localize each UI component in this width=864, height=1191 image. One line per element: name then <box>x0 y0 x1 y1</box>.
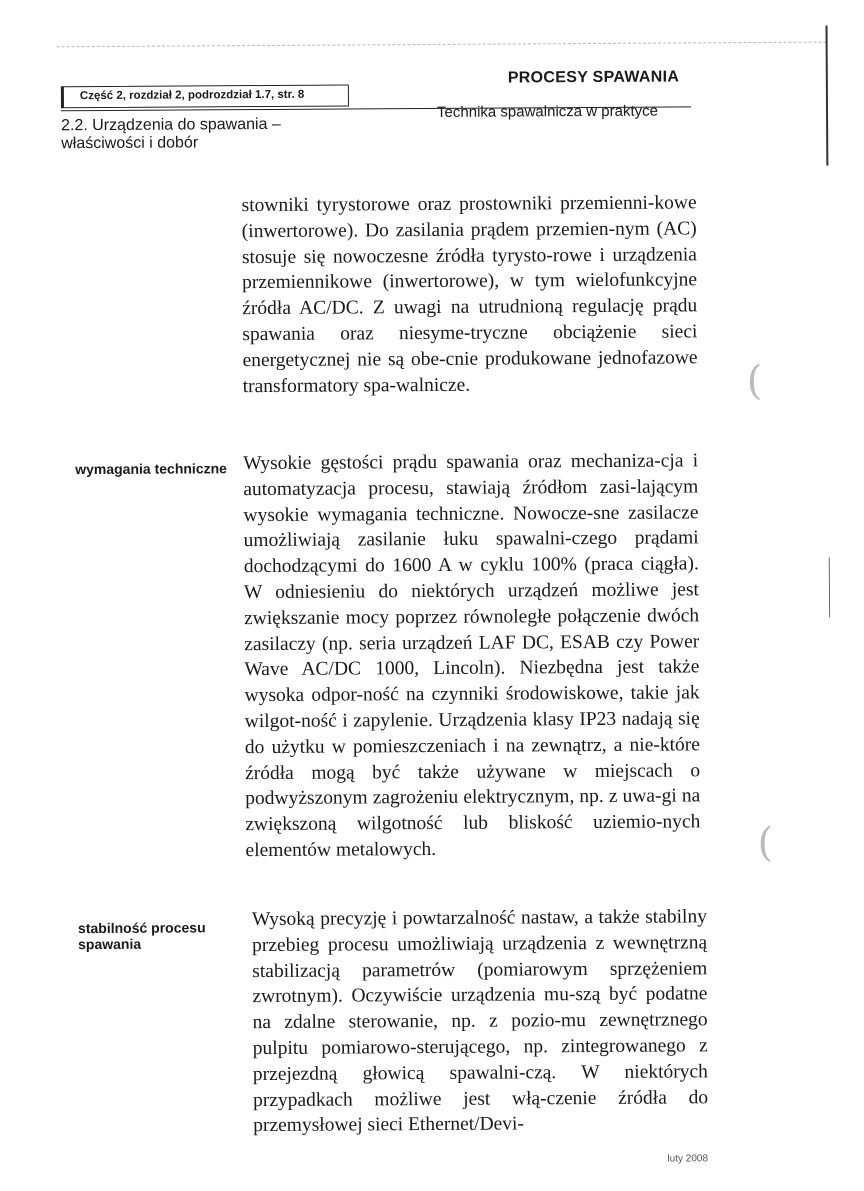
section-title: 2.2. Urządzenia do spawania – właściwości i dobór <box>61 115 281 153</box>
scan-artifact: ( <box>746 357 763 405</box>
scan-artifact: ( <box>757 819 774 867</box>
paragraph-technical-requirements: Wysokie gęstości prądu spawania oraz mechaniza-cja i automatyzacja procesu, stawiają źródłom zasi-lającym wysokie wymagania techniczne. Nowocze-sne zasilacze umożliwiają zasilanie łuku spawalni-czego prądami dochodzącymi do 1600 A w cyklu 100% (praca ciągła). W odniesieniu do niektórych urządzeń możliwe jest zwiększanie mocy poprzez równoległe połączenie dwóch zasilaczy (np. seria urządzeń LAF DC, ESAB czy Power Wave AC/DC 1000, Lincoln). Niezbędna jest także wysoka odpor-ność na czynniki środowiskowe, takie jak wilgot-ność i zapylenie. Urządzenia klasy IP23 nadają się do użytku w pomieszczeniach i na zewnątrz, a nie-które źródła mogą być także używane w miejscach o podwyższonym zagrożeniu elektrycznym, np. z uwa-gi na zwiększoną wilgotność lub bliskość uziemio-nych elementów metalowych. <box>243 450 701 862</box>
margin-label-technical-requirements: wymagania techniczne <box>75 460 227 478</box>
margin-label-process-stability: stabilność procesu spawania <box>77 919 206 953</box>
scan-edge-mark <box>825 26 828 166</box>
scan-edge-mark-lower <box>829 558 830 618</box>
running-title: PROCESY SPAWANIA <box>507 68 680 87</box>
book-subtitle: Technika spawalnicza w praktyce <box>436 102 659 121</box>
scan-edge-line <box>57 42 827 48</box>
page-footer-date: luty 2008 <box>667 1153 709 1165</box>
paragraph-intro: stowniki tyrystorowe oraz prostowniki przemienni-kowe (inwertorowe). Do zasilania prądem przemien-nym (AC) stosuje się nowoczesne źródła tyrysto-rowe i urządzenia przemiennikowe (inwertorowe), w tym wielofunkcyjne źródła AC/DC. Z uwagi na utrudnioną regulację prądu spawania oraz niesyme-tryczne obciążenie sieci energetycznej nie są obe-cnie produkowane jednofazowe transformatory spa-walnicze. <box>241 192 698 397</box>
chapter-reference: Część 2, rozdział 2, podrozdział 1.7, str. 8 <box>61 84 349 108</box>
paragraph-process-stability: Wysoką precyzję i powtarzalność nastaw, a także stabilny przebieg procesu umożliwiają urządzenia z wewnętrzną stabilizacją parametrów (pomiarowym sprzężeniem zwrotnym). Oczywiście urządzenia mu-szą być podatne na zdalne sterowanie, np. z pozio-mu zewnętrznego pulpitu pomiarowo-sterującego, np. zintegrowanego z przejezdną głowicą spawalni-czą. W niektórych przypadkach możliwe jest włą-czenie źródła do przemysłowej sieci Ethernet/Devi- <box>251 906 709 1137</box>
